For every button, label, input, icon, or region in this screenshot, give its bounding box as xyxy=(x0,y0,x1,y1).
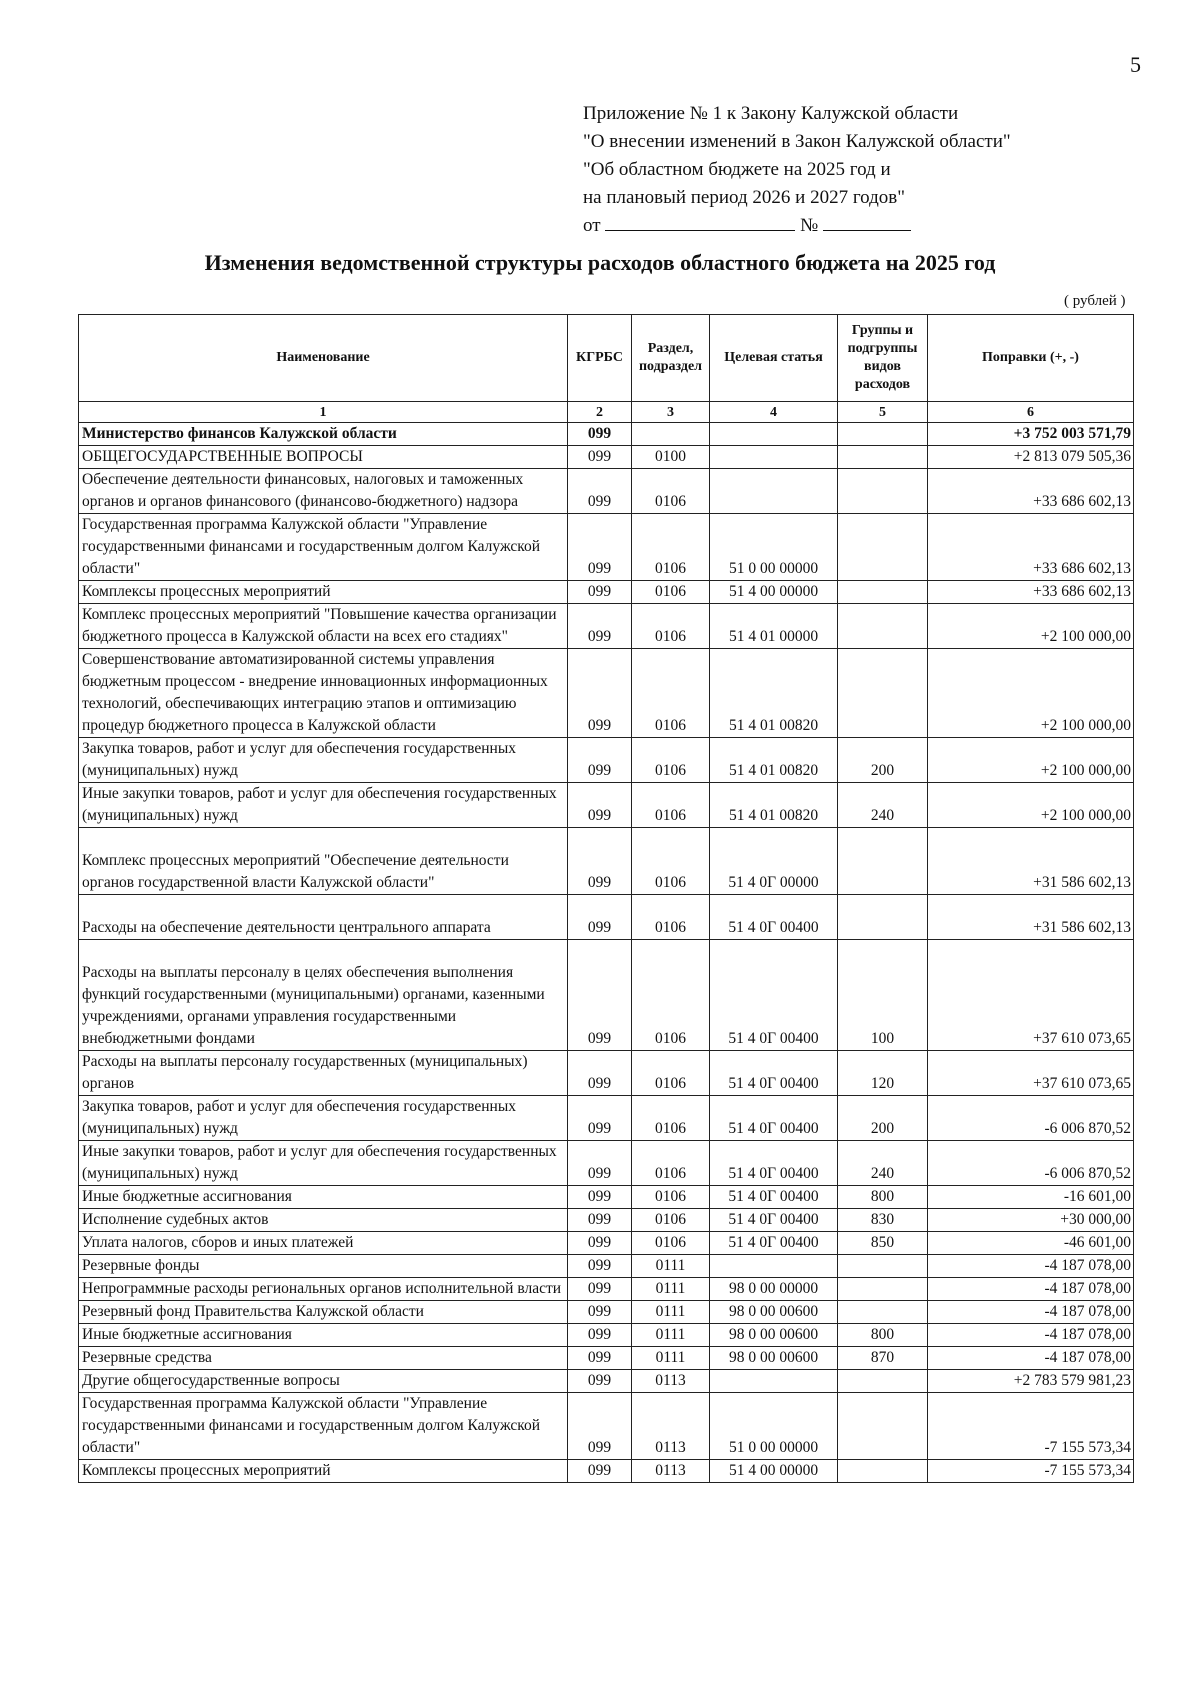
cell-amount: +2 783 579 981,23 xyxy=(928,1370,1134,1393)
cell-kgrbs: 099 xyxy=(568,1393,632,1460)
cell-group: 240 xyxy=(838,1141,928,1186)
cell-group: 830 xyxy=(838,1209,928,1232)
number-blank xyxy=(823,212,911,231)
cell-name: Министерство финансов Калужской области xyxy=(79,423,568,446)
cell-name: Совершенствование автоматизированной системы управления бюджетным процессом - внедрение инновационных информационных технологий, обеспечивающих интеграцию этапов и оптимизацию процедур бюджетного процесса в Калужской области xyxy=(79,649,568,738)
cell-section: 0111 xyxy=(632,1278,710,1301)
cell-section: 0106 xyxy=(632,1209,710,1232)
cell-section: 0111 xyxy=(632,1324,710,1347)
table-row xyxy=(79,423,1134,446)
cell-group xyxy=(838,1460,928,1483)
cell-target xyxy=(710,1255,838,1278)
cell-target: 51 4 0Г 00400 xyxy=(710,895,838,940)
cell-group xyxy=(838,1370,928,1393)
cell-kgrbs: 099 xyxy=(568,1141,632,1186)
table-row xyxy=(79,1301,1134,1324)
cell-kgrbs: 099 xyxy=(568,1301,632,1324)
cell-section: 0106 xyxy=(632,738,710,783)
cell-target: 51 4 01 00820 xyxy=(710,738,838,783)
appendix-header xyxy=(583,100,1011,240)
column-number: 6 xyxy=(928,402,1134,423)
cell-amount: +2 100 000,00 xyxy=(928,738,1134,783)
cell-amount: +2 813 079 505,36 xyxy=(928,446,1134,469)
table-row xyxy=(79,895,1134,940)
column-number: 3 xyxy=(632,402,710,423)
cell-kgrbs: 099 xyxy=(568,1347,632,1370)
page-number: 5 xyxy=(1130,52,1141,77)
cell-amount: -4 187 078,00 xyxy=(928,1278,1134,1301)
cell-amount: -4 187 078,00 xyxy=(928,1301,1134,1324)
table-row xyxy=(79,738,1134,783)
column-number: 5 xyxy=(838,402,928,423)
cell-kgrbs: 099 xyxy=(568,1096,632,1141)
cell-kgrbs: 099 xyxy=(568,446,632,469)
cell-target xyxy=(710,469,838,514)
cell-kgrbs: 099 xyxy=(568,783,632,828)
cell-group xyxy=(838,895,928,940)
cell-kgrbs: 099 xyxy=(568,469,632,514)
column-number: 2 xyxy=(568,402,632,423)
cell-kgrbs: 099 xyxy=(568,895,632,940)
cell-kgrbs: 099 xyxy=(568,581,632,604)
cell-name: Расходы на выплаты персоналу государственных (муниципальных) органов xyxy=(79,1051,568,1096)
cell-kgrbs: 099 xyxy=(568,738,632,783)
cell-name: Комплексы процессных мероприятий xyxy=(79,581,568,604)
cell-kgrbs: 099 xyxy=(568,1460,632,1483)
column-header-name: Наименование xyxy=(79,315,568,402)
table-row xyxy=(79,514,1134,581)
cell-section: 0111 xyxy=(632,1347,710,1370)
cell-name: Резервный фонд Правительства Калужской области xyxy=(79,1301,568,1324)
cell-name: Комплекс процессных мероприятий "Обеспечение деятельности органов государственной власти Калужской области" xyxy=(79,828,568,895)
table-row xyxy=(79,1186,1134,1209)
table-row xyxy=(79,1347,1134,1370)
cell-group xyxy=(838,604,928,649)
cell-name: Резервные фонды xyxy=(79,1255,568,1278)
cell-amount: +37 610 073,65 xyxy=(928,1051,1134,1096)
cell-target: 51 4 00 00000 xyxy=(710,1460,838,1483)
cell-amount: -4 187 078,00 xyxy=(928,1255,1134,1278)
cell-section: 0106 xyxy=(632,1051,710,1096)
table-row xyxy=(79,649,1134,738)
cell-group: 800 xyxy=(838,1324,928,1347)
cell-name: Резервные средства xyxy=(79,1347,568,1370)
cell-name: Комплекс процессных мероприятий "Повышение качества организации бюджетного процесса в Калужской области на всех его стадиях" xyxy=(79,604,568,649)
date-blank xyxy=(605,212,795,231)
cell-name: Иные бюджетные ассигнования xyxy=(79,1324,568,1347)
cell-amount: -4 187 078,00 xyxy=(928,1347,1134,1370)
table-row xyxy=(79,1324,1134,1347)
cell-amount: -7 155 573,34 xyxy=(928,1460,1134,1483)
cell-group xyxy=(838,649,928,738)
table-row xyxy=(79,604,1134,649)
cell-target: 51 4 0Г 00400 xyxy=(710,1232,838,1255)
cell-name: ОБЩЕГОСУДАРСТВЕННЫЕ ВОПРОСЫ xyxy=(79,446,568,469)
cell-kgrbs: 099 xyxy=(568,514,632,581)
cell-amount: +31 586 602,13 xyxy=(928,828,1134,895)
cell-group xyxy=(838,828,928,895)
cell-amount: +3 752 003 571,79 xyxy=(928,423,1134,446)
cell-amount: -6 006 870,52 xyxy=(928,1096,1134,1141)
column-header-kgrbs: КГРБС xyxy=(568,315,632,402)
cell-group: 200 xyxy=(838,738,928,783)
from-label: от xyxy=(583,215,601,236)
table-row xyxy=(79,1278,1134,1301)
cell-section: 0106 xyxy=(632,1186,710,1209)
cell-target: 98 0 00 00600 xyxy=(710,1324,838,1347)
cell-target xyxy=(710,446,838,469)
column-number: 1 xyxy=(79,402,568,423)
cell-section: 0113 xyxy=(632,1393,710,1460)
cell-amount: +2 100 000,00 xyxy=(928,604,1134,649)
table-row xyxy=(79,828,1134,895)
cell-amount: -6 006 870,52 xyxy=(928,1141,1134,1186)
cell-target: 51 4 0Г 00400 xyxy=(710,1209,838,1232)
column-number: 4 xyxy=(710,402,838,423)
cell-section xyxy=(632,423,710,446)
number-label: № xyxy=(800,215,819,236)
table-row xyxy=(79,1393,1134,1460)
cell-group xyxy=(838,1393,928,1460)
cell-kgrbs: 099 xyxy=(568,1051,632,1096)
appendix-line-1: Приложение № 1 к Закону Калужской области xyxy=(583,103,959,124)
cell-section: 0100 xyxy=(632,446,710,469)
cell-amount: -46 601,00 xyxy=(928,1232,1134,1255)
cell-amount: +31 586 602,13 xyxy=(928,895,1134,940)
cell-section: 0106 xyxy=(632,940,710,1051)
cell-target: 51 4 0Г 00400 xyxy=(710,1051,838,1096)
cell-section: 0106 xyxy=(632,604,710,649)
cell-group xyxy=(838,1255,928,1278)
cell-amount: +30 000,00 xyxy=(928,1209,1134,1232)
table-row xyxy=(79,1096,1134,1141)
table-row xyxy=(79,469,1134,514)
cell-group xyxy=(838,514,928,581)
column-header-target: Целевая статья xyxy=(710,315,838,402)
cell-amount: +37 610 073,65 xyxy=(928,940,1134,1051)
cell-kgrbs: 099 xyxy=(568,1278,632,1301)
cell-section: 0106 xyxy=(632,581,710,604)
cell-target: 51 4 0Г 00400 xyxy=(710,940,838,1051)
cell-section: 0106 xyxy=(632,1096,710,1141)
cell-name: Закупка товаров, работ и услуг для обеспечения государственных (муниципальных) нужд xyxy=(79,738,568,783)
appendix-date-number-line xyxy=(583,212,1011,240)
cell-group: 120 xyxy=(838,1051,928,1096)
table-row xyxy=(79,1209,1134,1232)
cell-section: 0106 xyxy=(632,1232,710,1255)
appendix-line-4: на плановый период 2026 и 2027 годов" xyxy=(583,187,905,208)
cell-name: Обеспечение деятельности финансовых, налоговых и таможенных органов и органов финансового (финансово-бюджетного) надзора xyxy=(79,469,568,514)
table-header-row xyxy=(79,315,1134,402)
table-body xyxy=(79,423,1134,1483)
table-row xyxy=(79,1232,1134,1255)
cell-amount: -16 601,00 xyxy=(928,1186,1134,1209)
cell-target: 98 0 00 00600 xyxy=(710,1301,838,1324)
budget-table xyxy=(78,314,1134,1483)
cell-section: 0106 xyxy=(632,828,710,895)
cell-group: 800 xyxy=(838,1186,928,1209)
column-header-amount: Поправки (+, -) xyxy=(928,315,1134,402)
appendix-line-3: "Об областном бюджете на 2025 год и xyxy=(583,159,891,180)
cell-amount: +2 100 000,00 xyxy=(928,649,1134,738)
cell-kgrbs: 099 xyxy=(568,940,632,1051)
cell-kgrbs: 099 xyxy=(568,828,632,895)
cell-group xyxy=(838,423,928,446)
column-number-row xyxy=(79,402,1134,423)
cell-name: Государственная программа Калужской области "Управление государственными финансами и государственным долгом Калужской области" xyxy=(79,514,568,581)
cell-kgrbs: 099 xyxy=(568,604,632,649)
cell-amount: -7 155 573,34 xyxy=(928,1393,1134,1460)
cell-amount: +2 100 000,00 xyxy=(928,783,1134,828)
cell-kgrbs: 099 xyxy=(568,1370,632,1393)
cell-section: 0106 xyxy=(632,469,710,514)
table-row xyxy=(79,1051,1134,1096)
cell-group xyxy=(838,1278,928,1301)
cell-section: 0106 xyxy=(632,649,710,738)
cell-name: Иные бюджетные ассигнования xyxy=(79,1186,568,1209)
cell-kgrbs: 099 xyxy=(568,649,632,738)
cell-name: Исполнение судебных актов xyxy=(79,1209,568,1232)
cell-kgrbs: 099 xyxy=(568,423,632,446)
cell-group: 870 xyxy=(838,1347,928,1370)
cell-section: 0113 xyxy=(632,1370,710,1393)
cell-section: 0106 xyxy=(632,783,710,828)
cell-target: 51 4 01 00000 xyxy=(710,604,838,649)
cell-group xyxy=(838,1301,928,1324)
table-row xyxy=(79,783,1134,828)
cell-section: 0111 xyxy=(632,1301,710,1324)
cell-group: 240 xyxy=(838,783,928,828)
cell-name: Расходы на выплаты персоналу в целях обеспечения выполнения функций государственными (муниципальными) органами, казенными учреждениями, органами управления государственными внебюджетными фондами xyxy=(79,940,568,1051)
table-row xyxy=(79,446,1134,469)
cell-amount: +33 686 602,13 xyxy=(928,469,1134,514)
cell-target: 98 0 00 00600 xyxy=(710,1347,838,1370)
cell-kgrbs: 099 xyxy=(568,1232,632,1255)
appendix-line-2: "О внесении изменений в Закон Калужской области" xyxy=(583,131,1011,152)
table-row xyxy=(79,1370,1134,1393)
table-row xyxy=(79,1460,1134,1483)
cell-target: 51 4 01 00820 xyxy=(710,649,838,738)
cell-group: 850 xyxy=(838,1232,928,1255)
cell-name: Другие общегосударственные вопросы xyxy=(79,1370,568,1393)
table-row xyxy=(79,581,1134,604)
cell-amount: +33 686 602,13 xyxy=(928,581,1134,604)
document-title: Изменения ведомственной структуры расходов областного бюджета на 2025 год xyxy=(204,250,996,275)
column-header-group: Группы и подгруппы видов расходов xyxy=(838,315,928,402)
cell-target: 51 4 01 00820 xyxy=(710,783,838,828)
cell-section: 0106 xyxy=(632,895,710,940)
table-row xyxy=(79,940,1134,1051)
cell-kgrbs: 099 xyxy=(568,1255,632,1278)
cell-target xyxy=(710,1370,838,1393)
cell-name: Государственная программа Калужской области "Управление государственными финансами и государственным долгом Калужской области" xyxy=(79,1393,568,1460)
cell-target: 98 0 00 00000 xyxy=(710,1278,838,1301)
cell-target: 51 4 0Г 00000 xyxy=(710,828,838,895)
cell-group: 200 xyxy=(838,1096,928,1141)
cell-target: 51 4 0Г 00400 xyxy=(710,1186,838,1209)
cell-target: 51 4 0Г 00400 xyxy=(710,1141,838,1186)
units-label: ( рублей ) xyxy=(1064,293,1126,309)
cell-target: 51 4 00 00000 xyxy=(710,581,838,604)
cell-section: 0106 xyxy=(632,1141,710,1186)
cell-target: 51 0 00 00000 xyxy=(710,514,838,581)
cell-section: 0106 xyxy=(632,514,710,581)
cell-group xyxy=(838,469,928,514)
cell-name: Закупка товаров, работ и услуг для обеспечения государственных (муниципальных) нужд xyxy=(79,1096,568,1141)
cell-amount: +33 686 602,13 xyxy=(928,514,1134,581)
cell-target: 51 0 00 00000 xyxy=(710,1393,838,1460)
cell-kgrbs: 099 xyxy=(568,1209,632,1232)
cell-group xyxy=(838,581,928,604)
cell-amount: -4 187 078,00 xyxy=(928,1324,1134,1347)
cell-target: 51 4 0Г 00400 xyxy=(710,1096,838,1141)
cell-kgrbs: 099 xyxy=(568,1186,632,1209)
cell-section: 0111 xyxy=(632,1255,710,1278)
cell-name: Расходы на обеспечение деятельности центрального аппарата xyxy=(79,895,568,940)
column-header-section: Раздел, подраздел xyxy=(632,315,710,402)
table-row xyxy=(79,1141,1134,1186)
cell-group xyxy=(838,446,928,469)
cell-name: Уплата налогов, сборов и иных платежей xyxy=(79,1232,568,1255)
cell-name: Иные закупки товаров, работ и услуг для обеспечения государственных (муниципальных) нужд xyxy=(79,1141,568,1186)
cell-name: Комплексы процессных мероприятий xyxy=(79,1460,568,1483)
cell-name: Иные закупки товаров, работ и услуг для обеспечения государственных (муниципальных) нужд xyxy=(79,783,568,828)
cell-section: 0113 xyxy=(632,1460,710,1483)
cell-kgrbs: 099 xyxy=(568,1324,632,1347)
table-row xyxy=(79,1255,1134,1278)
cell-group: 100 xyxy=(838,940,928,1051)
cell-name: Непрограммные расходы региональных органов исполнительной власти xyxy=(79,1278,568,1301)
cell-target xyxy=(710,423,838,446)
